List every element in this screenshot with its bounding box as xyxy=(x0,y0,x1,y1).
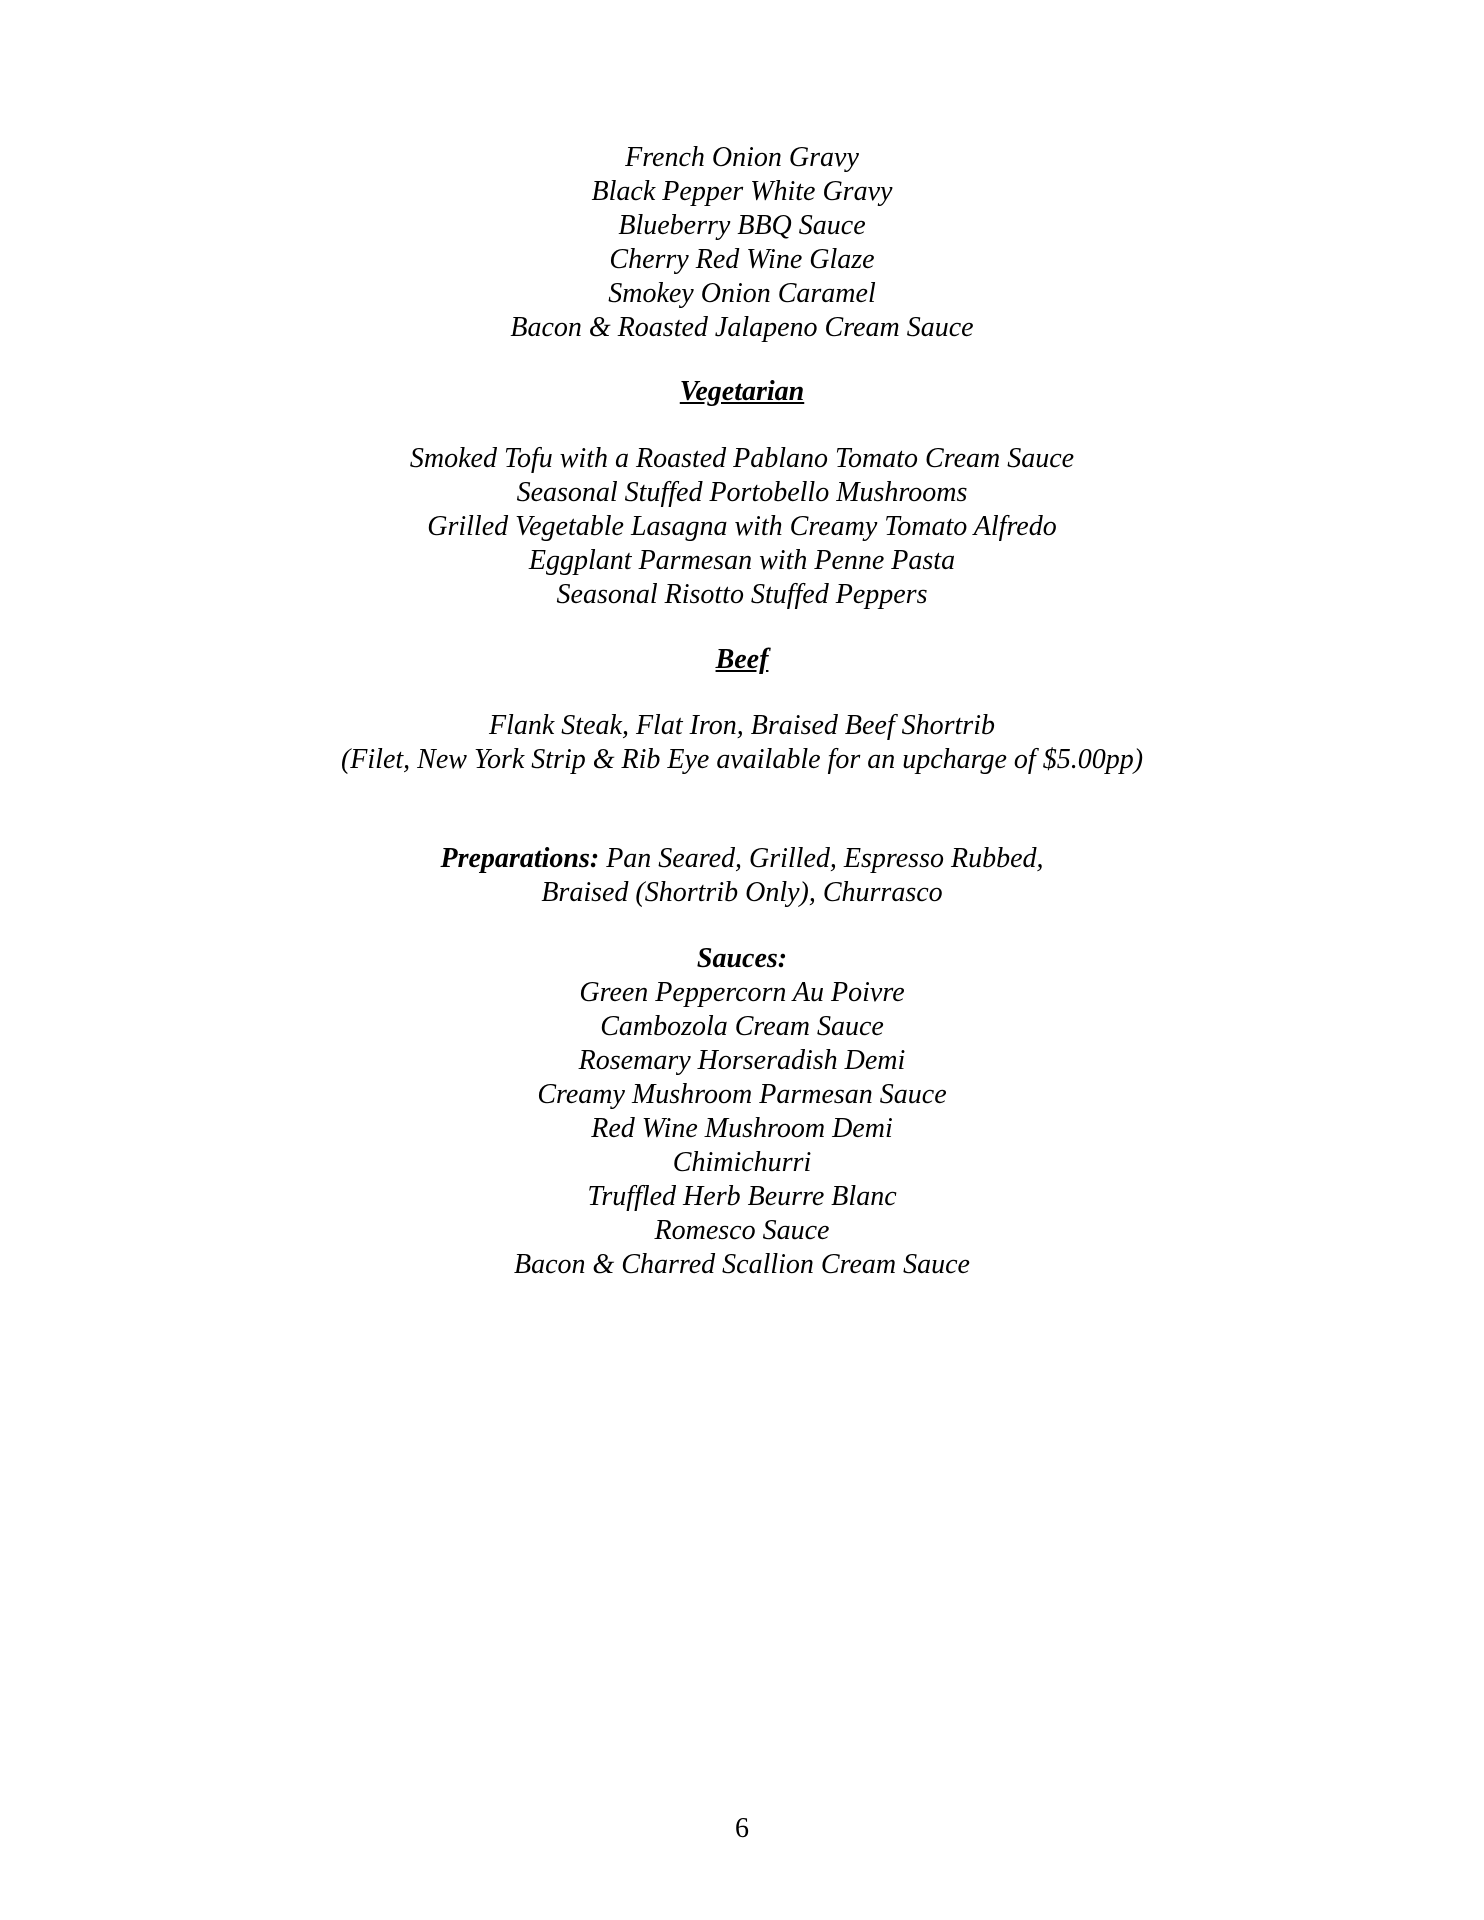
list-item: Grilled Vegetable Lasagna with Creamy Tomato Alfredo xyxy=(427,511,1057,542)
list-item: Bacon & Charred Scallion Cream Sauce xyxy=(514,1249,970,1280)
list-item: Seasonal Risotto Stuffed Peppers xyxy=(556,579,928,610)
list-item: Green Peppercorn Au Poivre xyxy=(579,977,905,1008)
list-item: Cambozola Cream Sauce xyxy=(600,1011,884,1042)
list-item: Bacon & Roasted Jalapeno Cream Sauce xyxy=(510,312,974,343)
beef-cuts-line: Flank Steak, Flat Iron, Braised Beef Shortrib xyxy=(489,710,995,741)
vegetarian-section xyxy=(0,375,1484,409)
gravy-list xyxy=(0,141,1484,345)
beef-cuts xyxy=(0,709,1484,777)
list-item: Eggplant Parmesan with Penne Pasta xyxy=(528,545,956,576)
list-item: Smokey Onion Caramel xyxy=(608,278,876,309)
vegetarian-list xyxy=(0,442,1484,612)
preparations-text: Pan Seared, Grilled, Espresso Rubbed, xyxy=(606,843,1044,874)
list-item: Smoked Tofu with a Roasted Pablano Tomato Cream Sauce xyxy=(409,443,1075,474)
sauces xyxy=(0,942,1484,1282)
list-item: Seasonal Stuffed Portobello Mushrooms xyxy=(516,477,968,508)
list-item: Cherry Red Wine Glaze xyxy=(609,244,875,275)
preparations xyxy=(0,842,1484,910)
list-item: Truffled Herb Beurre Blanc xyxy=(587,1181,897,1212)
sauces-label: Sauces: xyxy=(696,943,788,974)
list-item: Black Pepper White Gravy xyxy=(591,176,893,207)
list-item: Romesco Sauce xyxy=(654,1215,830,1246)
list-item: Blueberry BBQ Sauce xyxy=(618,210,866,241)
list-item: Creamy Mushroom Parmesan Sauce xyxy=(537,1079,947,1110)
preparations-line-1 xyxy=(0,842,1484,876)
list-item: French Onion Gravy xyxy=(625,142,859,173)
beef-upcharge-line: (Filet, New York Strip & Rib Eye available for an upcharge of $5.00pp) xyxy=(340,744,1144,775)
beef-heading: Beef xyxy=(715,644,769,675)
list-item: Red Wine Mushroom Demi xyxy=(591,1113,893,1144)
page-number: 6 xyxy=(735,1813,749,1844)
list-item: Chimichurri xyxy=(672,1147,812,1178)
preparations-label: Preparations: xyxy=(440,843,600,874)
beef-section xyxy=(0,643,1484,677)
list-item: Rosemary Horseradish Demi xyxy=(578,1045,906,1076)
vegetarian-heading: Vegetarian xyxy=(679,376,805,407)
preparations-line-2: Braised (Shortrib Only), Churrasco xyxy=(541,877,943,908)
